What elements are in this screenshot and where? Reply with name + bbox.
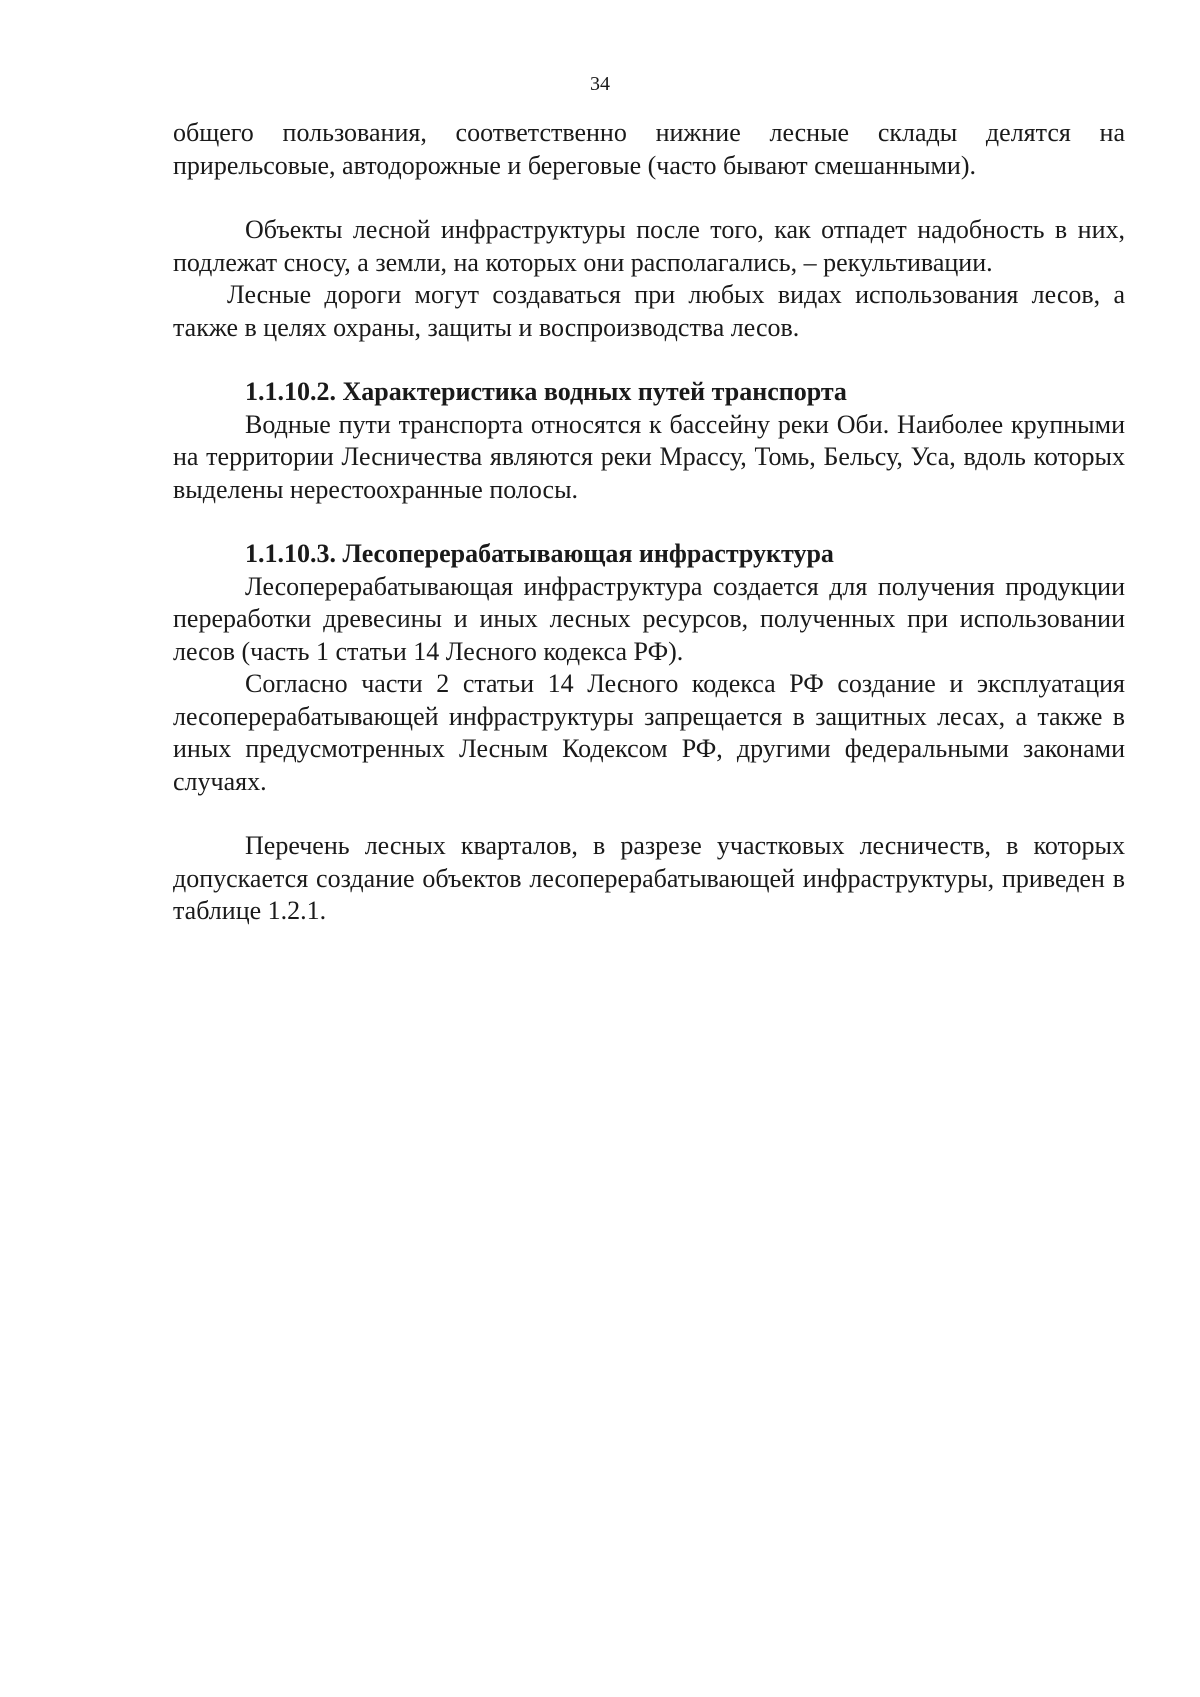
paragraph-processing-restrictions: Согласно части 2 статьи 14 Лесного кодекса РФ создание и эксплуатация лесоперерабатывающей инфраструктуры запрещается в защитных лесах, а также в иных предусмотренных Лесным Кодексом РФ, другими федеральными законами случаях.	[173, 669, 1125, 796]
paragraph-gap	[173, 344, 1125, 376]
paragraph-gap	[173, 182, 1125, 214]
paragraph-waterways: Водные пути транспорта относятся к бассейну реки Оби. Наиболее крупными на территории Лесничества являются реки Мрассу, Томь, Бельсу, Уса, вдоль которых выделены нерестоохранные полосы.	[173, 409, 1125, 504]
paragraph-processing-purpose: Лесоперерабатывающая инфраструктура создается для получения продукции переработки древесины и иных лесных ресурсов, полученных при использовании лесов (часть 1 статьи 14 Лесного кодекса РФ).	[173, 571, 1125, 666]
paragraph-quarters-list: Перечень лесных кварталов, в разрезе участковых лесничеств, в которых допускается создание объектов лесоперерабатывающей инфраструктуры, приведен в таблице 1.2.1.	[173, 831, 1125, 925]
paragraph-continuation: общего пользования, соответственно нижние лесные склады делятся на прирельсовые, автодорожные и береговые (часто бывают смешанными).	[173, 118, 1125, 180]
page-number: 34	[590, 73, 610, 95]
section-heading-waterways: 1.1.10.2. Характеристика водных путей транспорта	[245, 377, 847, 406]
paragraph-forest-roads: Лесные дороги могут создаваться при любых видах использования лесов, а также в целях охраны, защиты и воспроизводства лесов.	[173, 280, 1125, 342]
paragraph-gap	[173, 798, 1125, 830]
paragraph-infrastructure-removal: Объекты лесной инфраструктуры после того, как отпадет надобность в них, подлежат сносу, а земли, на которых они располагались, – рекультивации.	[173, 215, 1125, 277]
section-heading-processing: 1.1.10.3. Лесоперерабатывающая инфраструктура	[245, 539, 834, 568]
paragraph-gap	[173, 506, 1125, 538]
document-body	[173, 117, 1125, 928]
